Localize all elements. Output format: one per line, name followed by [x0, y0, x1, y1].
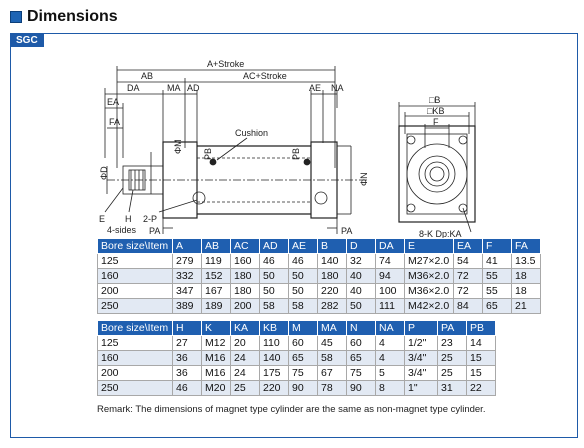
table-cell: 25	[438, 351, 467, 366]
table-cell: 160	[231, 254, 260, 269]
column-header: E	[405, 239, 454, 254]
table-cell: 78	[318, 381, 347, 396]
table-cell: 21	[512, 299, 541, 314]
table-cell: 25	[231, 381, 260, 396]
table-cell: 58	[289, 299, 318, 314]
table-cell: 72	[454, 284, 483, 299]
table-cell: 189	[202, 299, 231, 314]
column-header: K	[202, 321, 231, 336]
label-h: H	[125, 214, 132, 224]
table-cell: 167	[202, 284, 231, 299]
table-cell: 125	[98, 336, 173, 351]
label-da: DA	[127, 83, 140, 93]
table-row	[98, 336, 496, 351]
table-cell: 140	[318, 254, 347, 269]
column-header: Bore size\Item	[98, 239, 173, 254]
table-cell: 58	[260, 299, 289, 314]
table-cell: 220	[318, 284, 347, 299]
table-cell: 65	[483, 299, 512, 314]
table-cell: 180	[318, 269, 347, 284]
column-header: A	[173, 239, 202, 254]
label-pa-left: PA	[149, 226, 161, 236]
table-cell: 32	[347, 254, 376, 269]
table-cell: 45	[318, 336, 347, 351]
column-header: MA	[318, 321, 347, 336]
label-m: ΦM	[173, 139, 183, 154]
column-header: Bore size\Item	[98, 321, 173, 336]
table-cell: 160	[98, 351, 173, 366]
table-cell: 27	[173, 336, 202, 351]
cylinder-drawing	[67, 48, 507, 238]
table-cell: 84	[454, 299, 483, 314]
label-2p: 2-P	[143, 214, 158, 224]
table-cell: M16	[202, 366, 231, 381]
table-cell: 40	[347, 284, 376, 299]
table-cell: 60	[289, 336, 318, 351]
table-cell: 67	[318, 366, 347, 381]
column-header: PB	[467, 321, 496, 336]
label-pa-right: PA	[341, 226, 353, 236]
table-cell: M27×2.0	[405, 254, 454, 269]
column-header: N	[347, 321, 376, 336]
table-cell: 389	[173, 299, 202, 314]
table-cell: 25	[438, 366, 467, 381]
table-cell: 111	[376, 299, 405, 314]
label-fa: FA	[109, 117, 121, 127]
page-title: Dimensions	[27, 8, 118, 25]
table-cell: 200	[98, 366, 173, 381]
table-cell: M36×2.0	[405, 269, 454, 284]
label-ma: MA	[167, 83, 181, 93]
table-cell: 24	[231, 351, 260, 366]
table-cell: 14	[467, 336, 496, 351]
table-row	[98, 284, 541, 299]
table-cell: M20	[202, 381, 231, 396]
table-row	[98, 254, 541, 269]
label-pb-right: PB	[291, 147, 301, 160]
table-cell: 119	[202, 254, 231, 269]
column-header: FA	[512, 239, 541, 254]
column-header: PA	[438, 321, 467, 336]
table-cell: 24	[231, 366, 260, 381]
column-header: AE	[289, 239, 318, 254]
dimensions-panel	[10, 33, 578, 438]
table-cell: 50	[260, 284, 289, 299]
table-cell: 180	[231, 284, 260, 299]
table-cell: M16	[202, 351, 231, 366]
remark-note: Remark: The dimensions of magnet type cylinder are the same as non-magnet type cylinder.	[97, 404, 486, 415]
column-header: EA	[454, 239, 483, 254]
table-cell: 180	[231, 269, 260, 284]
table-cell: 72	[454, 269, 483, 284]
dimensions-table-2	[97, 320, 496, 396]
table-cell: 90	[347, 381, 376, 396]
table-cell: 65	[289, 351, 318, 366]
table-cell: 74	[376, 254, 405, 269]
column-header: AD	[260, 239, 289, 254]
table-cell: 50	[260, 269, 289, 284]
dimensions-table-1	[97, 238, 541, 314]
table-cell: 20	[231, 336, 260, 351]
column-header: AB	[202, 239, 231, 254]
table-cell: 36	[173, 366, 202, 381]
label-ae: AE	[309, 83, 322, 93]
label-ad: AD	[187, 83, 200, 93]
table-cell: 13.5	[512, 254, 541, 269]
table-cell: 94	[376, 269, 405, 284]
label-kb: □KB	[427, 106, 445, 116]
table-cell: 31	[438, 381, 467, 396]
label-4-sides: 4-sides	[107, 225, 137, 235]
column-header: P	[405, 321, 438, 336]
table-cell: 50	[289, 284, 318, 299]
table-cell: 160	[98, 269, 173, 284]
table-cell: 332	[173, 269, 202, 284]
table-cell: 152	[202, 269, 231, 284]
table-cell: 18	[512, 269, 541, 284]
label-d: ΦD	[99, 166, 109, 180]
table-cell: 200	[231, 299, 260, 314]
table-cell: 200	[98, 284, 173, 299]
column-header: KB	[260, 321, 289, 336]
column-header: B	[318, 239, 347, 254]
label-ka: 8-K Dp:KA	[419, 229, 462, 238]
table-cell: 54	[454, 254, 483, 269]
table-cell: 1/2"	[405, 336, 438, 351]
label-n: ΦN	[359, 172, 369, 186]
table-row	[98, 381, 496, 396]
table-cell: 50	[347, 299, 376, 314]
label-ac-stroke: AC+Stroke	[243, 71, 287, 81]
table-cell: 55	[483, 284, 512, 299]
table-cell: M12	[202, 336, 231, 351]
table-cell: 282	[318, 299, 347, 314]
table-cell: 22	[467, 381, 496, 396]
label-ea: EA	[107, 97, 120, 107]
table-cell: 36	[173, 351, 202, 366]
table-cell: 4	[376, 336, 405, 351]
table-row	[98, 366, 496, 381]
table-cell: 3/4"	[405, 366, 438, 381]
column-header: M	[289, 321, 318, 336]
table-cell: 125	[98, 254, 173, 269]
table-cell: 140	[260, 351, 289, 366]
table-cell: 46	[173, 381, 202, 396]
table-cell: 50	[289, 269, 318, 284]
table-cell: 220	[260, 381, 289, 396]
table-cell: 8	[376, 381, 405, 396]
column-header: AC	[231, 239, 260, 254]
table-cell: 46	[260, 254, 289, 269]
label-f: F	[433, 117, 439, 127]
model-tag: SGC	[11, 34, 44, 47]
table-cell: 23	[438, 336, 467, 351]
label-cushion: Cushion	[235, 128, 269, 138]
table-cell: 279	[173, 254, 202, 269]
table-cell: 347	[173, 284, 202, 299]
table-cell: 4	[376, 351, 405, 366]
column-header: F	[483, 239, 512, 254]
label-e: E	[99, 214, 106, 224]
table-row	[98, 351, 496, 366]
table-cell: 65	[347, 351, 376, 366]
table-cell: 3/4"	[405, 351, 438, 366]
column-header: D	[347, 239, 376, 254]
page-heading	[10, 7, 118, 27]
table-cell: M36×2.0	[405, 284, 454, 299]
square-bullet-icon	[10, 11, 22, 23]
table-cell: 5	[376, 366, 405, 381]
column-header: NA	[376, 321, 405, 336]
table-cell: 250	[98, 299, 173, 314]
table-cell: 75	[289, 366, 318, 381]
table-cell: M42×2.0	[405, 299, 454, 314]
label-a-stroke: A+Stroke	[207, 59, 245, 69]
table-cell: 58	[318, 351, 347, 366]
table-cell: 18	[512, 284, 541, 299]
table-cell: 15	[467, 366, 496, 381]
table-header-row	[98, 239, 541, 254]
table-cell: 90	[289, 381, 318, 396]
table-cell: 250	[98, 381, 173, 396]
table-cell: 110	[260, 336, 289, 351]
table-cell: 75	[347, 366, 376, 381]
table-row	[98, 269, 541, 284]
table-cell: 15	[467, 351, 496, 366]
table-cell: 55	[483, 269, 512, 284]
table-cell: 175	[260, 366, 289, 381]
label-b: □B	[429, 95, 441, 105]
table-cell: 41	[483, 254, 512, 269]
table-row	[98, 299, 541, 314]
label-na: NA	[331, 83, 344, 93]
column-header: H	[173, 321, 202, 336]
table-cell: 100	[376, 284, 405, 299]
label-ab: AB	[141, 71, 154, 81]
table-cell: 40	[347, 269, 376, 284]
column-header: DA	[376, 239, 405, 254]
table-header-row	[98, 321, 496, 336]
table-cell: 60	[347, 336, 376, 351]
table-cell: 1"	[405, 381, 438, 396]
label-pb-left: PB	[203, 147, 213, 160]
column-header: KA	[231, 321, 260, 336]
table-cell: 46	[289, 254, 318, 269]
